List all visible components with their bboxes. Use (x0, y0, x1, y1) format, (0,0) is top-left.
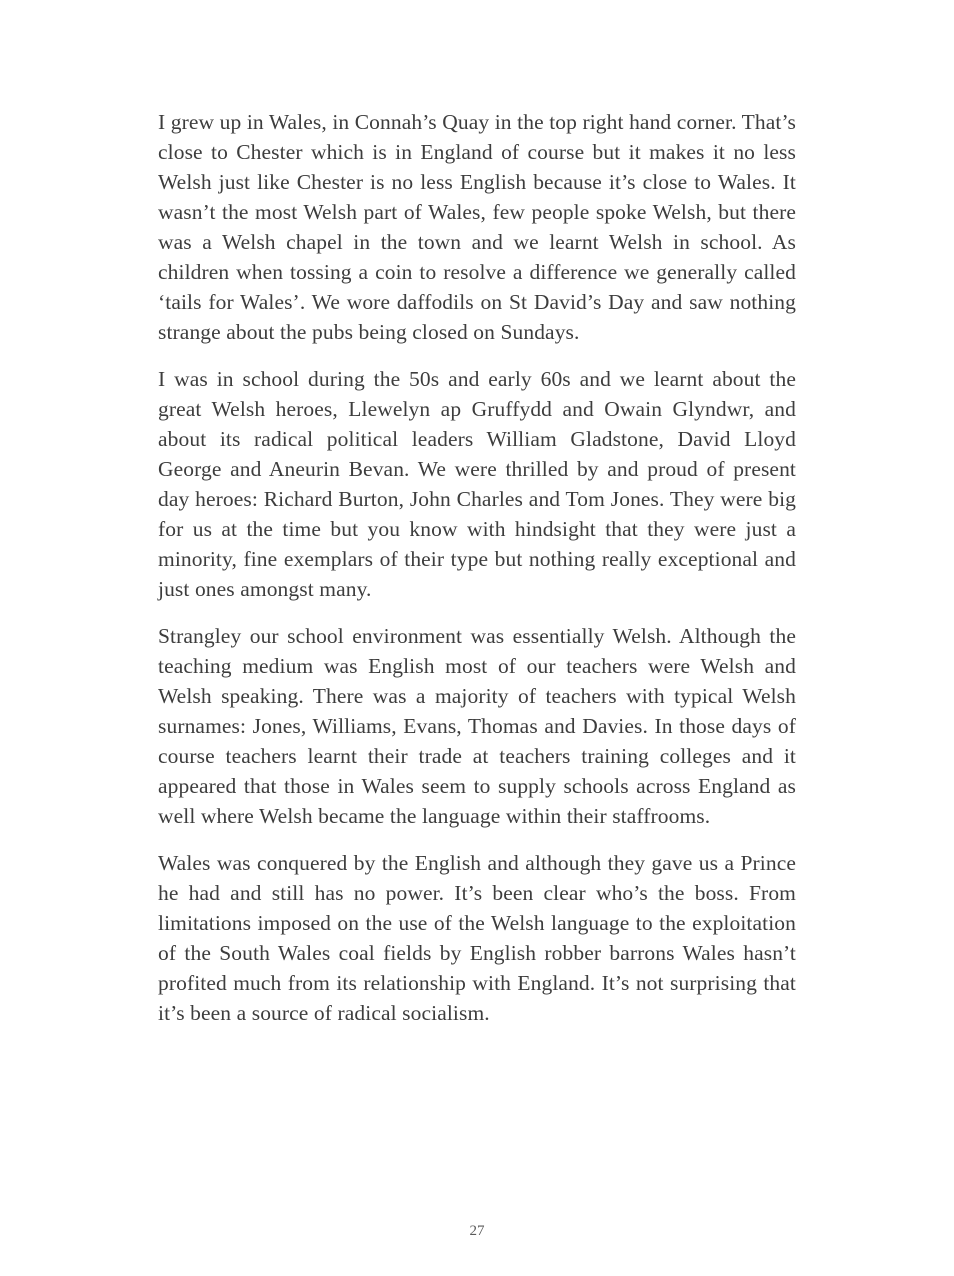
text-block (158, 107, 796, 1045)
paragraph-3: Strangley our school environment was essentially Welsh. Although the teaching medium was English most of our teachers were Welsh and Welsh speaking. There was a majority of teachers with typical Welsh surnames: Jones, Williams, Evans, Thomas and Davies. In those days of course teachers learnt their trade at teachers training colleges and it appeared that those in Wales seem to supply schools across England as well where Welsh became the language within their staffrooms. (158, 624, 796, 828)
page-number: 27 (469, 1223, 485, 1239)
paragraph-4: Wales was conquered by the English and although they gave us a Prince he had and still has no power. It’s been clear who’s the boss. From limitations imposed on the use of the Welsh language to the exploitation of the South Wales coal fields by English robber barrons Wales hasn’t profited much from its relationship with England. It’s not surprising that it’s been a source of radical socialism. (158, 851, 796, 1025)
paragraph-1: I grew up in Wales, in Connah’s Quay in the top right hand corner. That’s close to Chester which is in England of course but it makes it no less Welsh just like Chester is no less English because it’s close to Wales. It wasn’t the most Welsh part of Wales, few people spoke Welsh, but there was a Welsh chapel in the town and we learnt Welsh in school. As children when tossing a coin to resolve a difference we generally called ‘tails for Wales’. We wore daffodils on St David’s Day and saw nothing strange about the pubs being closed on Sundays. (158, 110, 796, 344)
paragraph-2: I was in school during the 50s and early 60s and we learnt about the great Welsh heroes, Llewelyn ap Gruffydd and Owain Glyndwr, and about its radical political leaders William Gladstone, David Lloyd George and Aneurin Bevan. We were thrilled by and proud of present day heroes: Richard Burton, John Charles and Tom Jones. They were big for us at the time but you know with hindsight that they were just a minority, fine exemplars of their type but nothing really exceptional and just ones amongst many. (158, 367, 796, 601)
